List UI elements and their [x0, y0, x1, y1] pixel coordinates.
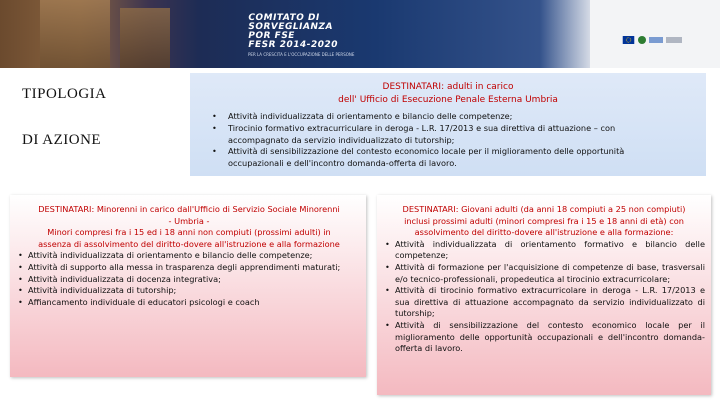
republic-emblem-icon	[638, 36, 646, 44]
adult-activities-list	[212, 111, 672, 170]
minors-recipients-header	[16, 204, 362, 250]
header-banner	[0, 0, 720, 68]
header-line: DESTINATARI: Minorenni in carico dall'Ufficio di Servizio Sociale Minorenni	[38, 204, 340, 214]
logo-subtitle: PER LA CRESCITA E L'OCCUPAZIONE DELLE PERSONE	[248, 52, 355, 57]
title-line-1: DESTINATARI: adulti in carico	[382, 82, 514, 92]
tipologia-label: TIPOLOGIA	[22, 86, 107, 102]
list-item: • Attività di sensibilizzazione del contesto economico locale per il miglioramento delle opportunità occupazionali e dell'incontro domanda-offerta di lavoro.	[383, 320, 705, 355]
list-item: • Attività individualizzata di docenza integrativa;	[16, 274, 362, 286]
list-item: • Attività individualizzata di orientamento e bilancio delle competenze;	[16, 250, 362, 262]
title-line-2: dell' Ufficio di Esecuzione Penale Esterna Umbria	[338, 95, 558, 105]
list-item: • Affiancamento individuale di educatori psicologi e coach	[16, 297, 362, 309]
young-adults-recipients-header	[383, 204, 705, 239]
list-item: • Attività di sensibilizzazione del contesto economico locale per il miglioramento delle opportunità occupazionali e dell'incontro domanda-offerta di lavoro.	[212, 146, 672, 170]
young-adults-recipients-box	[377, 195, 711, 395]
list-item: • Attività di supporto alla messa in trasparenza degli apprendimenti maturati;	[16, 262, 362, 274]
adult-recipients-box	[190, 73, 706, 176]
list-item: • Attività individualizzata di orientamento formativo e bilancio delle competenze;	[383, 239, 705, 262]
funding-logos	[622, 34, 692, 46]
header-line: assolvimento del diritto-dovere all'istruzione e alla formazione:	[414, 227, 674, 238]
minors-activities-list	[16, 250, 362, 308]
header-line: assenza di assolvimento del diritto-dovere all'istruzione e alla formazione	[38, 238, 340, 249]
logo-line-1: COMITATO DI	[247, 13, 321, 23]
committee-logo	[247, 13, 355, 58]
header-line: - Umbria -	[168, 215, 210, 226]
list-item: • Attività di tirocinio formativo extracurricolare in deroga - L.R. 17/2013 e sua direttiva di attuazione accompagnato da servizio individualizzato di tutorship;	[383, 285, 705, 320]
list-item: • Attività di formazione per l'acquisizione di competenze di base, trasversali e/o tecnico-professionali, propedeutica al tirocinio extracurricolare;	[383, 262, 705, 285]
logo-line-4: FESR 2014-2020	[247, 40, 339, 50]
header-line: inclusi prossimi adulti (minori compresi fra i 15 e 18 anni di età) con	[404, 215, 684, 226]
young-adults-activities-list	[383, 239, 705, 355]
building-image	[120, 8, 170, 68]
adult-recipients-title	[190, 81, 706, 107]
di-azione-label: DI AZIONE	[22, 132, 102, 148]
region-logo-icon	[649, 37, 663, 43]
list-item: • Attività individualizzata di tutorship;	[16, 285, 362, 297]
header-line: Minori compresi fra i 15 ed i 18 anni non compiuti (prossimi adulti) in	[47, 227, 331, 238]
eu-flag-icon	[622, 36, 635, 44]
palace-tower-image	[40, 0, 110, 68]
logo-line-3: POR FSE	[247, 31, 296, 41]
minors-recipients-box	[10, 195, 366, 377]
list-item: • Attività individualizzata di orientamento e bilancio delle competenze;	[212, 111, 672, 123]
list-item: • Tirocinio formativo extracurriculare in deroga - L.R. 17/2013 e sua direttiva di attuazione – con accompagnato da servizio individualizzato di tutorship;	[212, 123, 672, 147]
header-line: DESTINATARI: Giovani adulti (da anni 18 compiuti a 25 non compiuti)	[402, 204, 686, 214]
logo-line-2: SORVEGLIANZA	[247, 22, 334, 32]
fse-logo-icon	[666, 37, 682, 43]
action-type-heading	[22, 86, 162, 166]
